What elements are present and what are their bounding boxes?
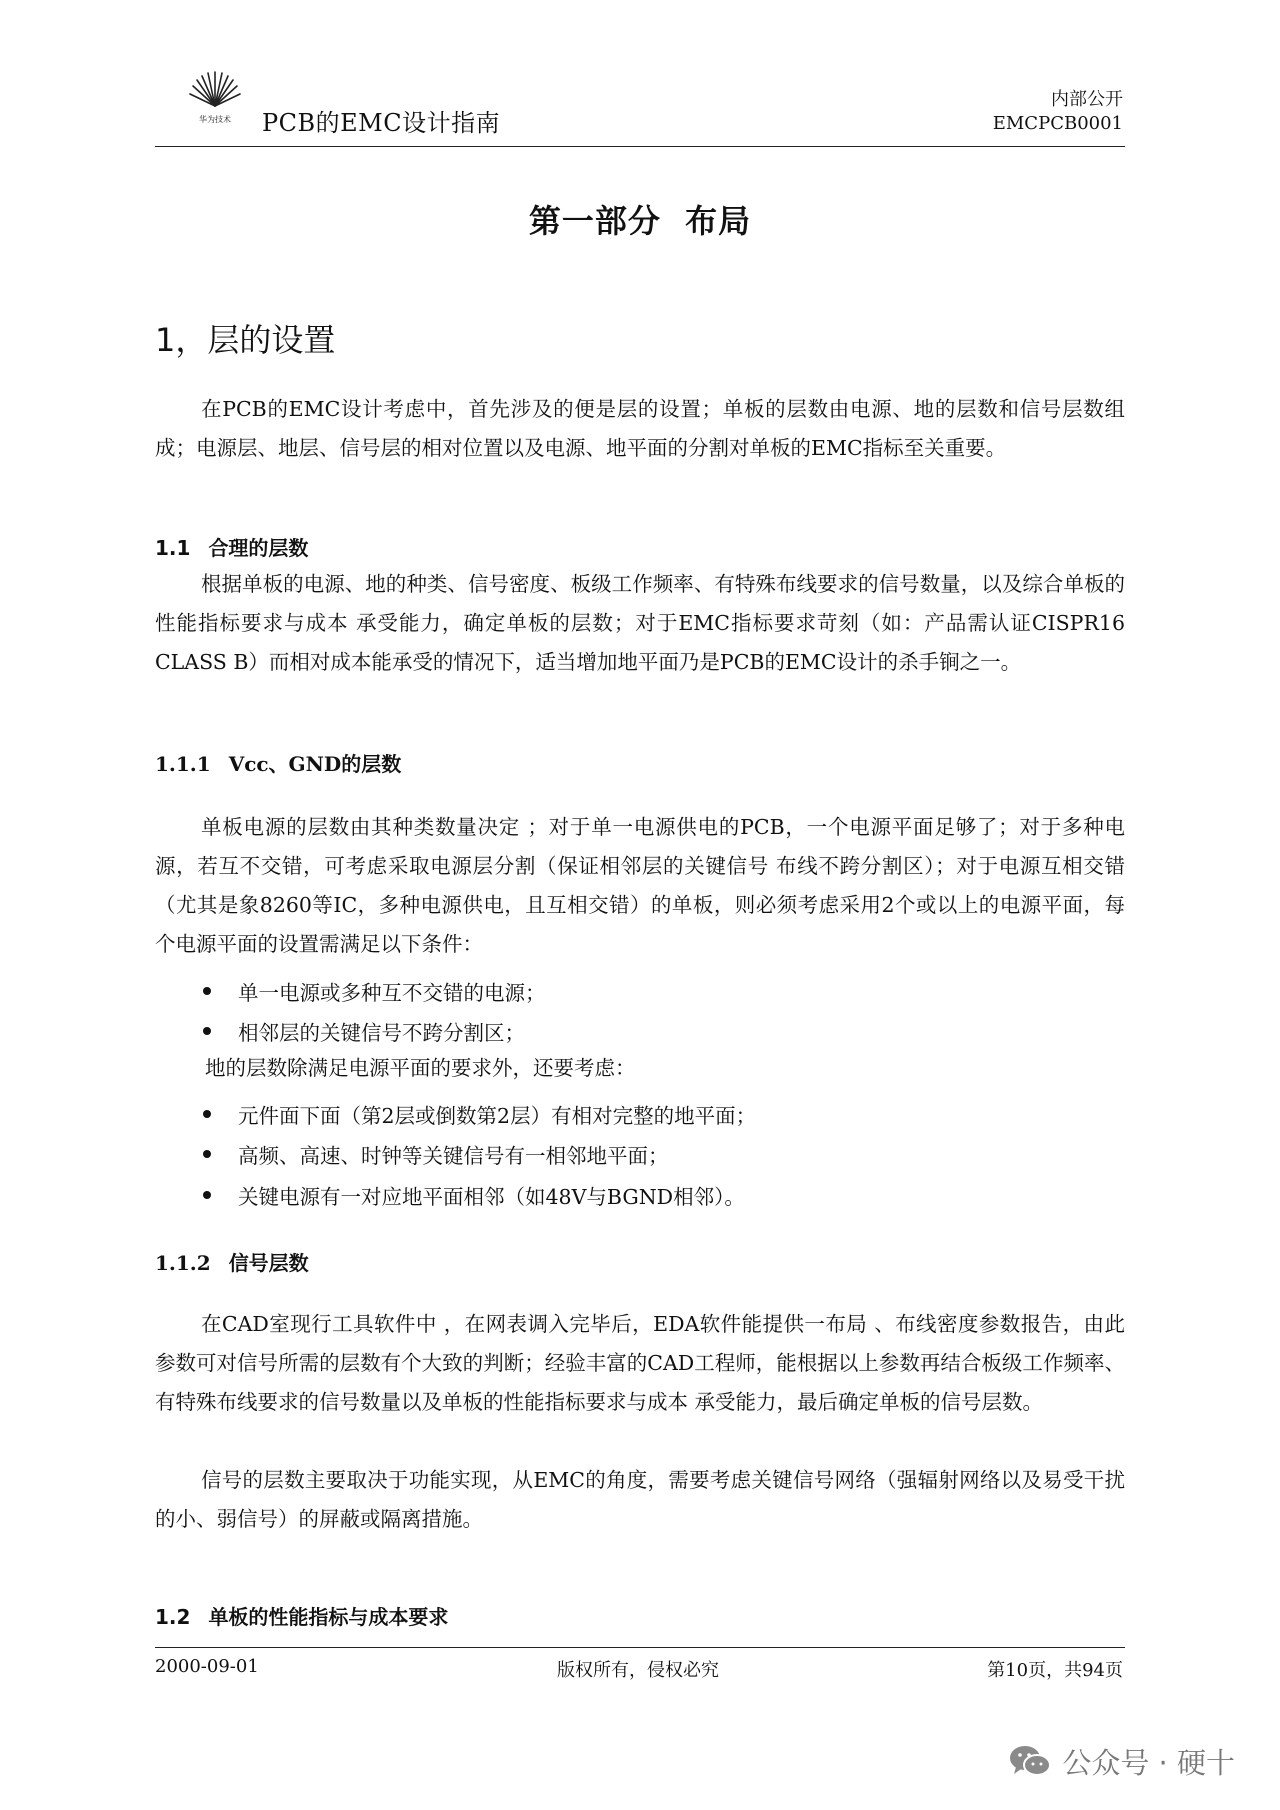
- section-title: 信号层数: [228, 1251, 309, 1275]
- part-title: 第一部分 布局: [528, 202, 752, 240]
- document-code: EMCPCB0001: [992, 113, 1123, 134]
- section-number: 1.1.1: [155, 752, 211, 776]
- footer-page-number: 第10页，共94页: [987, 1660, 1123, 1681]
- document-page: 华为技术 PCB的EMC设计指南 内部公开 EMCPCB0001 第一部分 布局 1，层的设置 在PCB的EMC设计考虑中，首先涉及的便是层的设置；单板的层数由电源、地的层数和信号层数组成；电源层、地层、信号层的相对位置以及电源、地平面的分割对单板的EMC指标至关重要。 1.1 合理的层数 根据单板的电源、地的种类、信号密度、板级工作频率、有特殊布线要求的信号数量，以及综合单板的性能指标要求与成本 承受能力，确定单板的层数；对于EMC指标要求苛刻（如：产品需认证CISPR16 CLASS B）而相对成本能承受的情况下，适当增加地平面乃是PCB的EMC设计的杀手锏之一。 1.1.1 Vcc、GND的层数 单板电源的层数由其种类数量决定 ；对于单一电源供电的PCB，一个电源平面足够了；对于多种电源，若互不交错，可考虑采取电源层分割（保证相邻层的关键信号 布线不跨分割区）；对于电源互相交错（尤其是象8260等IC，多种电源供电，且互相交错）的单板，则必须考虑采用2个或以上的电源平面，每个电源平面的设置需满足以下条件： 单一电源或多种互不交错的电源； 相邻层的关键信号不跨分割区； 地的层数除满足电源平面的要求外，还要考虑： 元件面下面（第2层或倒数第2层）有相对完整的地平面； 高频、高速、时钟等关键信号有一相邻地平面； 关键电源有一对应地平面相邻（如48V与BGND相邻）。 1.1.2 信号层数 在CAD室现行工具软件中 ，在网表调入完毕后，EDA软件能提供一布局 、布线密度参数报告，由此参数可对信号所需的层数有个大致的判断；经验丰富的CAD工程师，能根据以上参数再结合板级工作频率、有特殊布线要求的信号数量以及单板的性能指标要求与成本 承受能力，最后确定单板的信号层数。 信号的层数主要取决于功能实现，从EMC的角度，需要考虑关键信号网络（强辐射网络以及易受干扰的小、弱信号）的屏蔽或隔离措施。 1.2 单板的性能指标与成本要求 2000-09-01 版权所有，侵权必究 第10页，共94页 公众号 · 硬十: [0, 0, 1280, 1810]
- footer-rule: [155, 1647, 1125, 1648]
- chapter-title: 1，层的设置: [155, 321, 336, 359]
- classification-label: 内部公开: [1051, 89, 1123, 110]
- section-1-1-body: 根据单板的电源、地的种类、信号密度、板级工作频率、有特殊布线要求的信号数量，以及综合单板的性能指标要求与成本 承受能力，确定单板的层数；对于EMC指标要求苛刻（如：产品需认证CISPR16 CLASS B）而相对成本能承受的情况下，适当增加地平面乃是PCB的EMC设计的杀手锏之一。: [155, 572, 1125, 674]
- huawei-logo: [185, 70, 245, 128]
- section-number: 1.2: [155, 1605, 191, 1629]
- watermark-text: 公众号 · 硬十: [1062, 1745, 1235, 1780]
- header-meta: [993, 88, 1123, 136]
- logo-text: 华为技术: [199, 115, 231, 124]
- section-1-1-2-body-2: 信号的层数主要取决于功能实现，从EMC的角度，需要考虑关键信号网络（强辐射网络以及易受干扰的小、弱信号）的屏蔽或隔离措施。: [155, 1468, 1125, 1531]
- section-1-1-1-heading: [155, 748, 401, 777]
- header-rule: [155, 146, 1125, 147]
- footer-copyright: 版权所有，侵权必究: [557, 1660, 719, 1681]
- section-1-1-2-heading: [155, 1247, 309, 1276]
- section-number: 1.1.2: [155, 1251, 211, 1275]
- bullet-dot: [203, 1150, 211, 1158]
- section-1-2-heading: [155, 1601, 448, 1630]
- section-1-1-2-body: 在CAD室现行工具软件中 ，在网表调入完毕后，EDA软件能提供一布局 、布线密度参数报告，由此参数可对信号所需的层数有个大致的判断；经验丰富的CAD工程师，能根据以上参数再结合板级工作频率、有特殊布线要求的信号数量以及单板的性能指标要求与成本 承受能力，最后确定单板的信号层数。: [155, 1312, 1125, 1414]
- bullet-dot: [203, 1191, 211, 1199]
- intro-paragraph: 在PCB的EMC设计考虑中，首先涉及的便是层的设置；单板的层数由电源、地的层数和信号层数组成；电源层、地层、信号层的相对位置以及电源、地平面的分割对单板的EMC指标至关重要。: [155, 397, 1125, 460]
- bullet-dot: [203, 1027, 211, 1035]
- bullet-dot: [203, 1110, 211, 1118]
- bullet-dot: [203, 987, 211, 995]
- watermark: [1008, 1741, 1235, 1781]
- wechat-icon: [1008, 1743, 1052, 1779]
- section-title: Vcc、GND的层数: [228, 752, 402, 776]
- section-1-1-heading: [155, 532, 308, 561]
- document-title: PCB的EMC设计指南: [262, 109, 501, 137]
- ground-intro: 地的层数除满足电源平面的要求外，还要考虑：: [205, 1056, 636, 1080]
- section-title: 合理的层数: [208, 536, 309, 560]
- section-1-1-1-body: 单板电源的层数由其种类数量决定 ；对于单一电源供电的PCB，一个电源平面足够了；对于多种电源，若互不交错，可考虑采取电源层分割（保证相邻层的关键信号 布线不跨分割区）；对于电源互相交错（尤其是象8260等IC，多种电源供电，且互相交错）的单板，则必须考虑采用2个或以上的电源平面，每个电源平面的设置需满足以下条件：: [155, 815, 1125, 956]
- section-title: 单板的性能指标与成本要求: [208, 1605, 449, 1629]
- footer-date: 2000-09-01: [155, 1656, 259, 1677]
- section-number: 1.1: [155, 536, 191, 560]
